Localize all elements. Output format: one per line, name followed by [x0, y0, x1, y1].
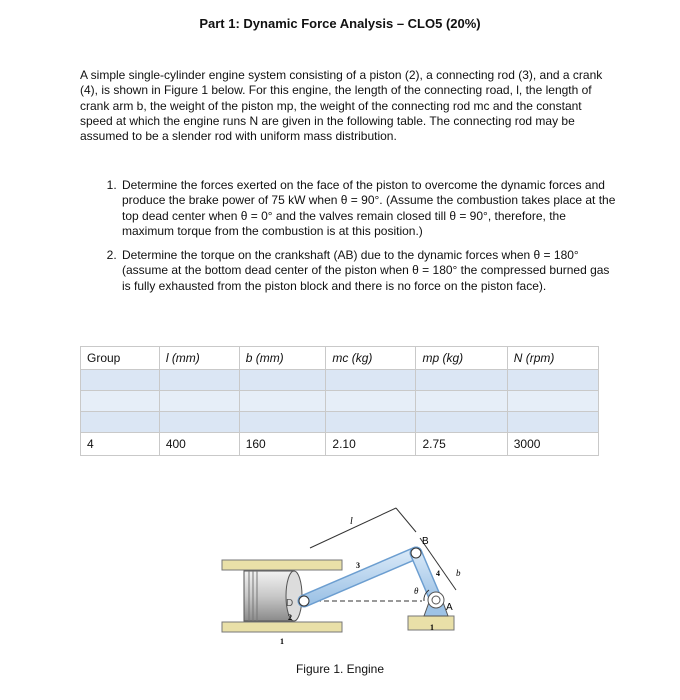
- cylinder-wall-bottom: [222, 622, 342, 632]
- table-header-row: [81, 347, 599, 370]
- piston: [244, 571, 302, 621]
- header-b: b (mm): [239, 347, 326, 370]
- label-1-cylinder: 1: [280, 637, 284, 646]
- cell-mc: 2.10: [326, 433, 416, 456]
- figure-caption: Figure 1. Engine: [295, 662, 385, 676]
- header-group: Group: [81, 347, 160, 370]
- label-theta: θ: [414, 586, 419, 596]
- cell-n: 3000: [507, 433, 598, 456]
- table-blank-row: [81, 391, 599, 412]
- label-3: 3: [356, 561, 360, 570]
- table-blank-row: [81, 370, 599, 391]
- header-mp: mp (kg): [416, 347, 507, 370]
- header-n: N (rpm): [507, 347, 598, 370]
- cell-group: 4: [81, 433, 160, 456]
- engine-figure: [210, 498, 470, 648]
- label-d: D: [286, 598, 294, 609]
- dimension-l: [310, 508, 396, 548]
- label-2: 2: [288, 613, 292, 622]
- question-list: [100, 178, 618, 303]
- header-l: l (mm): [159, 347, 239, 370]
- cell-mp: 2.75: [416, 433, 507, 456]
- table-blank-row: [81, 412, 599, 433]
- label-b-point: B: [422, 536, 429, 547]
- label-b-length: b: [456, 568, 461, 578]
- pin-b: [411, 548, 421, 558]
- table-row: [81, 433, 599, 456]
- question-item: 1. Determine the forces exerted on the face of the piston to overcome the dynamic forces and produce the brake power of 75 kW when θ = 90°. (Assume the combustion takes place at the top dead center when θ = 0° and the valves remain closed till θ = 90°, therefore, the maximum torque from the combustion is at this position.): [120, 178, 618, 239]
- label-l: l: [350, 516, 353, 527]
- pin-d: [299, 596, 309, 606]
- cell-b: 160: [239, 433, 326, 456]
- label-4: 4: [436, 569, 440, 578]
- label-a: A: [446, 602, 453, 613]
- header-mc: mc (kg): [326, 347, 416, 370]
- cell-l: 400: [159, 433, 239, 456]
- page-title: Part 1: Dynamic Force Analysis – CLO5 (20%): [199, 16, 481, 31]
- intro-paragraph: A simple single-cylinder engine system consisting of a piston (2), a connecting rod (3), and a crank (4), is shown in Figure 1 below. For this engine, the length of the connecting road, l, the length of crank arm b, the weight of the piston mp, the weight of the connecting rod mc and the constant speed at which the engine runs N are given in the following table. The connecting rod may be assumed to be a slender rod with uniform mass distribution.: [80, 68, 603, 144]
- cylinder-wall-top: [222, 560, 342, 570]
- data-table: [80, 346, 599, 456]
- question-item: 2. Determine the torque on the crankshaft (AB) due to the dynamic forces when θ = 180° (assume at the bottom dead center of the piston when θ = 180° the compressed burned gas is fully exhausted from the piston block and there is no force on the piston face).: [120, 248, 618, 294]
- label-1-ground: 1: [430, 623, 434, 632]
